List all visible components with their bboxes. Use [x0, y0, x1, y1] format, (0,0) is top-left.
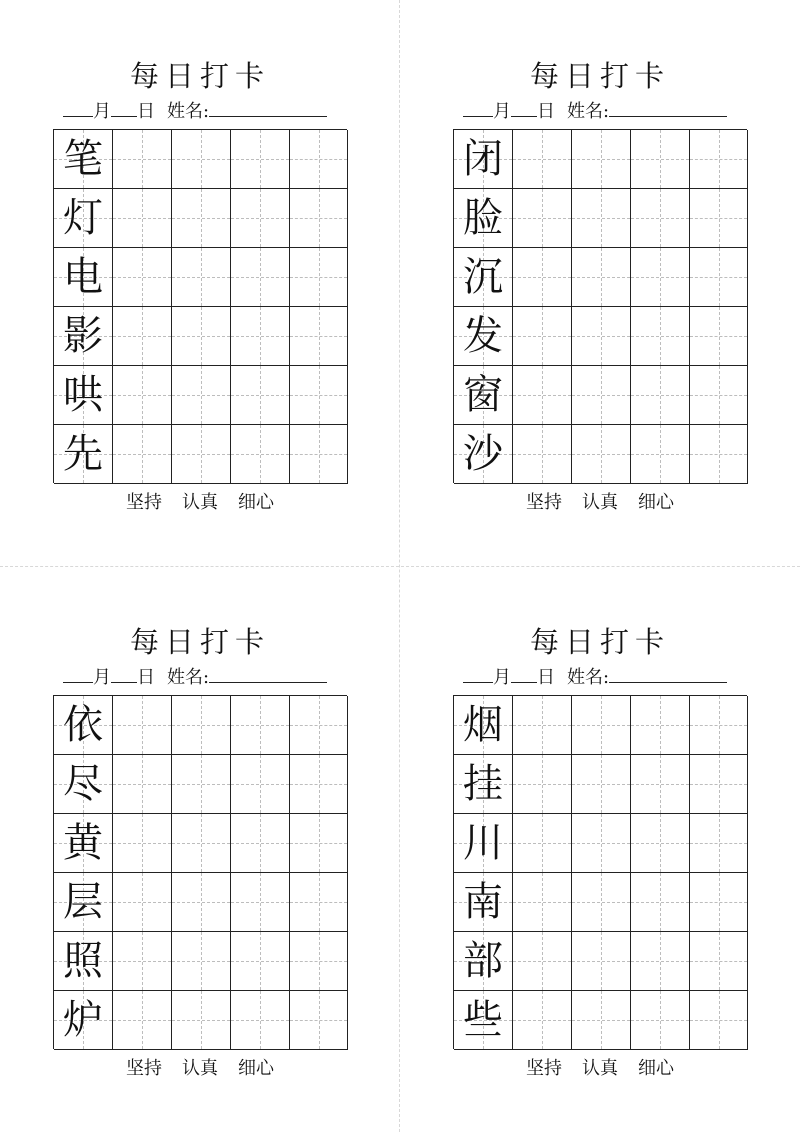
- grid-row: [454, 755, 747, 814]
- motto-word: 认真: [182, 492, 218, 513]
- practice-cell[interactable]: [172, 991, 231, 1050]
- model-character-cell: [454, 248, 513, 307]
- model-character-cell: [54, 248, 113, 307]
- practice-cell[interactable]: [231, 873, 290, 932]
- model-character: 沙: [463, 431, 503, 477]
- grid-row: [54, 814, 347, 873]
- practice-cell[interactable]: [290, 991, 348, 1050]
- motto-word: 认真: [182, 1058, 218, 1079]
- practice-cell[interactable]: [631, 366, 690, 425]
- model-character: 烟: [463, 702, 503, 748]
- practice-cell[interactable]: [290, 755, 348, 814]
- model-character-cell: [54, 366, 113, 425]
- practice-cell[interactable]: [290, 696, 348, 755]
- practice-cell[interactable]: [513, 366, 572, 425]
- grid-row: [454, 932, 747, 991]
- model-character: 闭: [463, 136, 503, 182]
- model-character-cell: [454, 425, 513, 484]
- model-character: 哄: [63, 372, 103, 418]
- model-character: 川: [463, 820, 503, 866]
- tianzige-grid: [53, 129, 347, 483]
- grid-row: [54, 130, 347, 189]
- practice-cell[interactable]: [572, 991, 631, 1050]
- motto-line: [453, 1056, 747, 1082]
- model-character: 挂: [463, 761, 503, 807]
- practice-cell[interactable]: [113, 814, 172, 873]
- model-character: 些: [463, 997, 503, 1043]
- month-label: 月: [493, 101, 511, 122]
- practice-cell[interactable]: [572, 189, 631, 248]
- model-character-cell: [454, 873, 513, 932]
- practice-cell[interactable]: [631, 696, 690, 755]
- practice-cell[interactable]: [631, 189, 690, 248]
- practice-cell[interactable]: [113, 873, 172, 932]
- practice-cell[interactable]: [172, 307, 231, 366]
- date-name-line: [53, 662, 349, 688]
- practice-cell[interactable]: [690, 932, 748, 991]
- practice-cell[interactable]: [290, 425, 348, 484]
- card-title: 每日打卡: [529, 59, 670, 93]
- practice-cell[interactable]: [513, 130, 572, 189]
- motto-word: 坚持: [526, 1058, 562, 1079]
- model-character-cell: [54, 755, 113, 814]
- month-label: 月: [93, 667, 111, 688]
- model-character-cell: [54, 307, 113, 366]
- model-character: 尽: [63, 761, 103, 807]
- practice-cell[interactable]: [231, 991, 290, 1050]
- motto-word: 认真: [582, 1058, 618, 1079]
- practice-cell[interactable]: [631, 991, 690, 1050]
- model-character-cell: [454, 755, 513, 814]
- model-character-cell: [454, 991, 513, 1050]
- motto-line: [453, 490, 747, 516]
- grid-row: [454, 873, 747, 932]
- practice-cell[interactable]: [172, 932, 231, 991]
- checkin-card: [0, 566, 400, 1132]
- model-character: 先: [63, 431, 103, 477]
- grid-row: [54, 873, 347, 932]
- practice-cell[interactable]: [631, 130, 690, 189]
- grid-row: [54, 189, 347, 248]
- practice-cell[interactable]: [231, 425, 290, 484]
- practice-cell[interactable]: [631, 248, 690, 307]
- practice-cell[interactable]: [513, 932, 572, 991]
- day-label: 日: [537, 101, 555, 122]
- practice-cell[interactable]: [572, 755, 631, 814]
- model-character-cell: [54, 130, 113, 189]
- motto-word: 细心: [238, 1058, 274, 1079]
- checkin-card: [0, 0, 400, 566]
- model-character: 黄: [63, 820, 103, 866]
- practice-cell[interactable]: [513, 873, 572, 932]
- practice-cell[interactable]: [113, 932, 172, 991]
- grid-row: [454, 814, 747, 873]
- tianzige-grid: [453, 695, 747, 1049]
- model-character-cell: [454, 130, 513, 189]
- checkin-card: [400, 0, 800, 566]
- month-blank[interactable]: [63, 662, 93, 683]
- practice-cell[interactable]: [690, 248, 748, 307]
- day-blank[interactable]: [511, 96, 537, 117]
- practice-cell[interactable]: [572, 248, 631, 307]
- model-character: 照: [63, 938, 103, 984]
- card-title: 每日打卡: [129, 625, 270, 659]
- practice-cell[interactable]: [290, 366, 348, 425]
- model-character: 南: [463, 879, 503, 925]
- practice-cell[interactable]: [290, 248, 348, 307]
- model-character-cell: [454, 366, 513, 425]
- practice-cell[interactable]: [113, 991, 172, 1050]
- model-character-cell: [54, 991, 113, 1050]
- practice-cell[interactable]: [690, 425, 748, 484]
- practice-cell[interactable]: [231, 932, 290, 991]
- grid-row: [454, 991, 747, 1050]
- model-character: 笔: [63, 136, 103, 182]
- practice-cell[interactable]: [631, 307, 690, 366]
- month-blank[interactable]: [463, 662, 493, 683]
- model-character-cell: [54, 932, 113, 991]
- practice-cell[interactable]: [231, 366, 290, 425]
- practice-cell[interactable]: [231, 189, 290, 248]
- practice-cell[interactable]: [572, 425, 631, 484]
- date-name-line: [53, 96, 349, 122]
- practice-cell[interactable]: [172, 814, 231, 873]
- practice-cell[interactable]: [290, 932, 348, 991]
- practice-cell[interactable]: [290, 189, 348, 248]
- practice-cell[interactable]: [113, 307, 172, 366]
- name-label: 姓名:: [167, 101, 210, 122]
- grid-row: [54, 991, 347, 1050]
- practice-cell[interactable]: [113, 130, 172, 189]
- practice-cell[interactable]: [290, 814, 348, 873]
- grid-row: [54, 425, 347, 484]
- grid-row: [454, 130, 747, 189]
- practice-cell[interactable]: [572, 696, 631, 755]
- motto-line: [53, 490, 347, 516]
- model-character: 沉: [463, 254, 503, 300]
- practice-cell[interactable]: [572, 307, 631, 366]
- model-character: 窗: [463, 372, 503, 418]
- name-label: 姓名:: [167, 667, 210, 688]
- practice-cell[interactable]: [513, 991, 572, 1050]
- model-character-cell: [54, 873, 113, 932]
- practice-cell[interactable]: [513, 307, 572, 366]
- model-character-cell: [54, 814, 113, 873]
- model-character-cell: [54, 189, 113, 248]
- practice-cell[interactable]: [113, 755, 172, 814]
- motto-word: 坚持: [126, 492, 162, 513]
- tianzige-grid: [453, 129, 747, 483]
- practice-cell[interactable]: [690, 189, 748, 248]
- practice-cell[interactable]: [631, 932, 690, 991]
- practice-cell[interactable]: [513, 814, 572, 873]
- practice-cell[interactable]: [513, 425, 572, 484]
- practice-cell[interactable]: [113, 696, 172, 755]
- month-blank[interactable]: [463, 96, 493, 117]
- day-label: 日: [537, 667, 555, 688]
- practice-cell[interactable]: [631, 425, 690, 484]
- model-character: 脸: [463, 195, 503, 241]
- motto-word: 坚持: [526, 492, 562, 513]
- day-blank[interactable]: [111, 96, 137, 117]
- model-character-cell: [54, 425, 113, 484]
- model-character: 炉: [63, 997, 103, 1043]
- practice-cell[interactable]: [172, 366, 231, 425]
- practice-cell[interactable]: [690, 696, 748, 755]
- name-blank[interactable]: [609, 662, 727, 683]
- practice-cell[interactable]: [690, 130, 748, 189]
- model-character: 影: [63, 313, 103, 359]
- card-title: 每日打卡: [529, 625, 670, 659]
- grid-row: [454, 189, 747, 248]
- motto-word: 细心: [638, 1058, 674, 1079]
- date-name-line: [453, 662, 749, 688]
- model-character-cell: [54, 696, 113, 755]
- grid-row: [54, 366, 347, 425]
- model-character-cell: [454, 307, 513, 366]
- day-label: 日: [137, 667, 155, 688]
- date-name-line: [453, 96, 749, 122]
- name-blank[interactable]: [209, 96, 327, 117]
- tianzige-grid: [53, 695, 347, 1049]
- practice-cell[interactable]: [572, 932, 631, 991]
- card-title: 每日打卡: [129, 59, 270, 93]
- practice-cell[interactable]: [572, 130, 631, 189]
- checkin-card: [400, 566, 800, 1132]
- grid-row: [54, 696, 347, 755]
- practice-cell[interactable]: [631, 873, 690, 932]
- name-label: 姓名:: [567, 667, 610, 688]
- practice-cell[interactable]: [172, 189, 231, 248]
- grid-row: [54, 248, 347, 307]
- practice-cell[interactable]: [231, 130, 290, 189]
- model-character: 灯: [63, 195, 103, 241]
- practice-cell[interactable]: [172, 130, 231, 189]
- practice-cell[interactable]: [172, 873, 231, 932]
- day-label: 日: [137, 101, 155, 122]
- model-character-cell: [454, 814, 513, 873]
- month-label: 月: [493, 667, 511, 688]
- model-character: 部: [463, 938, 503, 984]
- practice-cell[interactable]: [690, 873, 748, 932]
- practice-cell[interactable]: [513, 248, 572, 307]
- practice-cell[interactable]: [231, 248, 290, 307]
- motto-word: 坚持: [126, 1058, 162, 1079]
- grid-row: [54, 755, 347, 814]
- practice-cell[interactable]: [690, 755, 748, 814]
- practice-cell[interactable]: [290, 130, 348, 189]
- name-label: 姓名:: [567, 101, 610, 122]
- model-character-cell: [454, 189, 513, 248]
- practice-cell[interactable]: [231, 755, 290, 814]
- practice-cell[interactable]: [631, 814, 690, 873]
- model-character: 发: [463, 313, 503, 359]
- model-character: 电: [63, 254, 103, 300]
- grid-row: [54, 307, 347, 366]
- model-character-cell: [454, 696, 513, 755]
- practice-cell[interactable]: [513, 189, 572, 248]
- practice-cell[interactable]: [690, 814, 748, 873]
- grid-row: [54, 932, 347, 991]
- practice-cell[interactable]: [290, 873, 348, 932]
- practice-cell[interactable]: [231, 307, 290, 366]
- motto-line: [53, 1056, 347, 1082]
- practice-cell[interactable]: [513, 696, 572, 755]
- model-character: 依: [63, 702, 103, 748]
- model-character-cell: [454, 932, 513, 991]
- practice-cell[interactable]: [172, 425, 231, 484]
- practice-cell[interactable]: [572, 814, 631, 873]
- practice-cell[interactable]: [113, 425, 172, 484]
- motto-word: 细心: [638, 492, 674, 513]
- month-blank[interactable]: [63, 96, 93, 117]
- practice-cell[interactable]: [172, 696, 231, 755]
- grid-row: [454, 248, 747, 307]
- motto-word: 细心: [238, 492, 274, 513]
- practice-cell[interactable]: [690, 991, 748, 1050]
- practice-cell[interactable]: [690, 366, 748, 425]
- practice-cell[interactable]: [113, 189, 172, 248]
- grid-row: [454, 425, 747, 484]
- practice-cell[interactable]: [572, 873, 631, 932]
- name-blank[interactable]: [209, 662, 327, 683]
- name-blank[interactable]: [609, 96, 727, 117]
- practice-cell[interactable]: [690, 307, 748, 366]
- grid-row: [454, 366, 747, 425]
- practice-cell[interactable]: [631, 755, 690, 814]
- grid-row: [454, 696, 747, 755]
- motto-word: 认真: [582, 492, 618, 513]
- model-character: 层: [63, 879, 103, 925]
- practice-cell[interactable]: [231, 696, 290, 755]
- practice-cell[interactable]: [290, 307, 348, 366]
- practice-cell[interactable]: [231, 814, 290, 873]
- day-blank[interactable]: [111, 662, 137, 683]
- practice-cell[interactable]: [172, 248, 231, 307]
- practice-cell[interactable]: [172, 755, 231, 814]
- practice-cell[interactable]: [513, 755, 572, 814]
- practice-cell[interactable]: [113, 366, 172, 425]
- month-label: 月: [93, 101, 111, 122]
- practice-cell[interactable]: [113, 248, 172, 307]
- grid-row: [454, 307, 747, 366]
- practice-cell[interactable]: [572, 366, 631, 425]
- day-blank[interactable]: [511, 662, 537, 683]
